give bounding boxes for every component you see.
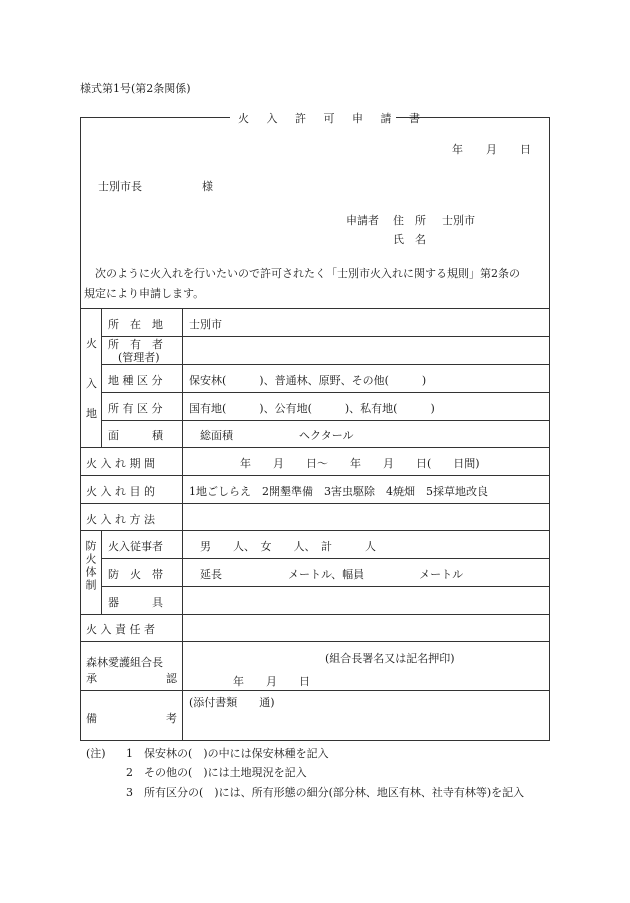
approval-note: (組合長署名又は記名押印) [325, 652, 455, 665]
date-month: 月 [486, 143, 497, 156]
group-divider-land [101, 308, 102, 447]
area-label: 面 積 [108, 429, 163, 442]
firebreak-label: 防 火 帯 [108, 568, 163, 581]
area-value: 総面積 ヘクタール [200, 429, 354, 442]
period-value: 年 月 日～ 年 月 日( 日間) [240, 457, 480, 470]
workers-label: 火入従事者 [108, 540, 163, 553]
note-item: 2 その他の( )には土地現況を記入 [126, 766, 307, 779]
row-line [80, 614, 550, 615]
applicant-address-value: 士別市 [442, 214, 475, 227]
row-line [101, 420, 550, 421]
date-year: 年 [452, 143, 463, 156]
applicant-label: 申請者 [346, 214, 379, 227]
row-line [80, 475, 550, 476]
approval-label-2b: 認 [166, 672, 177, 685]
addressee-name: 士別市長 [98, 180, 142, 193]
table-top-line [80, 308, 550, 309]
intro-line-2: 規定により申請します。 [84, 287, 205, 300]
label-divider [182, 308, 183, 741]
method-label: 火 入 れ 方 法 [86, 513, 155, 526]
intro-line-1: 次のように火入れを行いたいので許可されたく「士別市火入れに関する規則」第2条の [95, 267, 520, 280]
row-line [80, 503, 550, 504]
approval-date: 年 月 日 [233, 675, 310, 688]
ownership-label: 所 有 区 分 [108, 402, 163, 415]
period-label: 火 入 れ 期 間 [86, 457, 155, 470]
group-land-char-1: 火 [86, 337, 97, 350]
purpose-label: 火 入 れ 目 的 [86, 485, 155, 498]
ownership-value: 国有地( )、公有地( )、私有地( ) [189, 402, 435, 415]
notes-prefix: (注) [86, 747, 106, 760]
approval-label-2a: 承 [86, 672, 97, 685]
row-line [101, 586, 550, 587]
row-line [101, 364, 550, 365]
row-line [101, 392, 550, 393]
remarks-label-a: 備 [86, 712, 97, 725]
equipment-label: 器 具 [108, 596, 163, 609]
form-title: 火 入 許 可 申 請 書 [238, 112, 427, 125]
group-land-char-3: 地 [86, 407, 97, 420]
group-divider-fire [101, 530, 102, 614]
responsible-label: 火 入 責 任 者 [86, 623, 155, 636]
applicant-address-label: 住 所 [393, 214, 426, 227]
row-line [80, 641, 550, 642]
approval-label-1: 森林愛護組合長 [86, 656, 163, 669]
location-value: 士別市 [189, 318, 222, 331]
firebreak-value: 延長 メートル、幅員 メートル [200, 568, 464, 581]
applicant-name-label: 氏 名 [393, 233, 426, 246]
remarks-value: (添付書類 通) [189, 696, 275, 709]
location-label: 所 在 地 [108, 318, 163, 331]
group-land-char-2: 入 [86, 377, 97, 390]
form-number: 様式第1号(第2条関係) [80, 82, 191, 95]
group-fire-label: 防火体制 [84, 540, 97, 592]
row-line [80, 690, 550, 691]
row-line [80, 530, 550, 531]
remarks-label-b: 考 [166, 712, 177, 725]
land-type-label: 地 種 区 分 [108, 374, 163, 387]
addressee-honorific: 様 [202, 180, 213, 193]
row-line [101, 336, 550, 337]
purpose-value: 1地ごしらえ 2開墾準備 3害虫駆除 4焼畑 5採草地改良 [189, 485, 488, 498]
note-item: 3 所有区分の( )には、所有形態の細分(部分林、地区有林、社寺有林等)を記入 [126, 786, 525, 799]
land-type-value: 保安林( )、普通林、原野、その他( ) [189, 374, 427, 387]
workers-value: 男 人、 女 人、 計 人 [200, 540, 376, 553]
frame-top-left [80, 117, 230, 118]
note-item: 1 保安林の( )の中には保安林種を記入 [126, 747, 329, 760]
owner-sub-label: (管理者) [118, 351, 160, 364]
row-line [80, 447, 550, 448]
row-line [101, 558, 550, 559]
owner-label: 所 有 者 [108, 338, 163, 351]
date-day: 日 [520, 143, 531, 156]
